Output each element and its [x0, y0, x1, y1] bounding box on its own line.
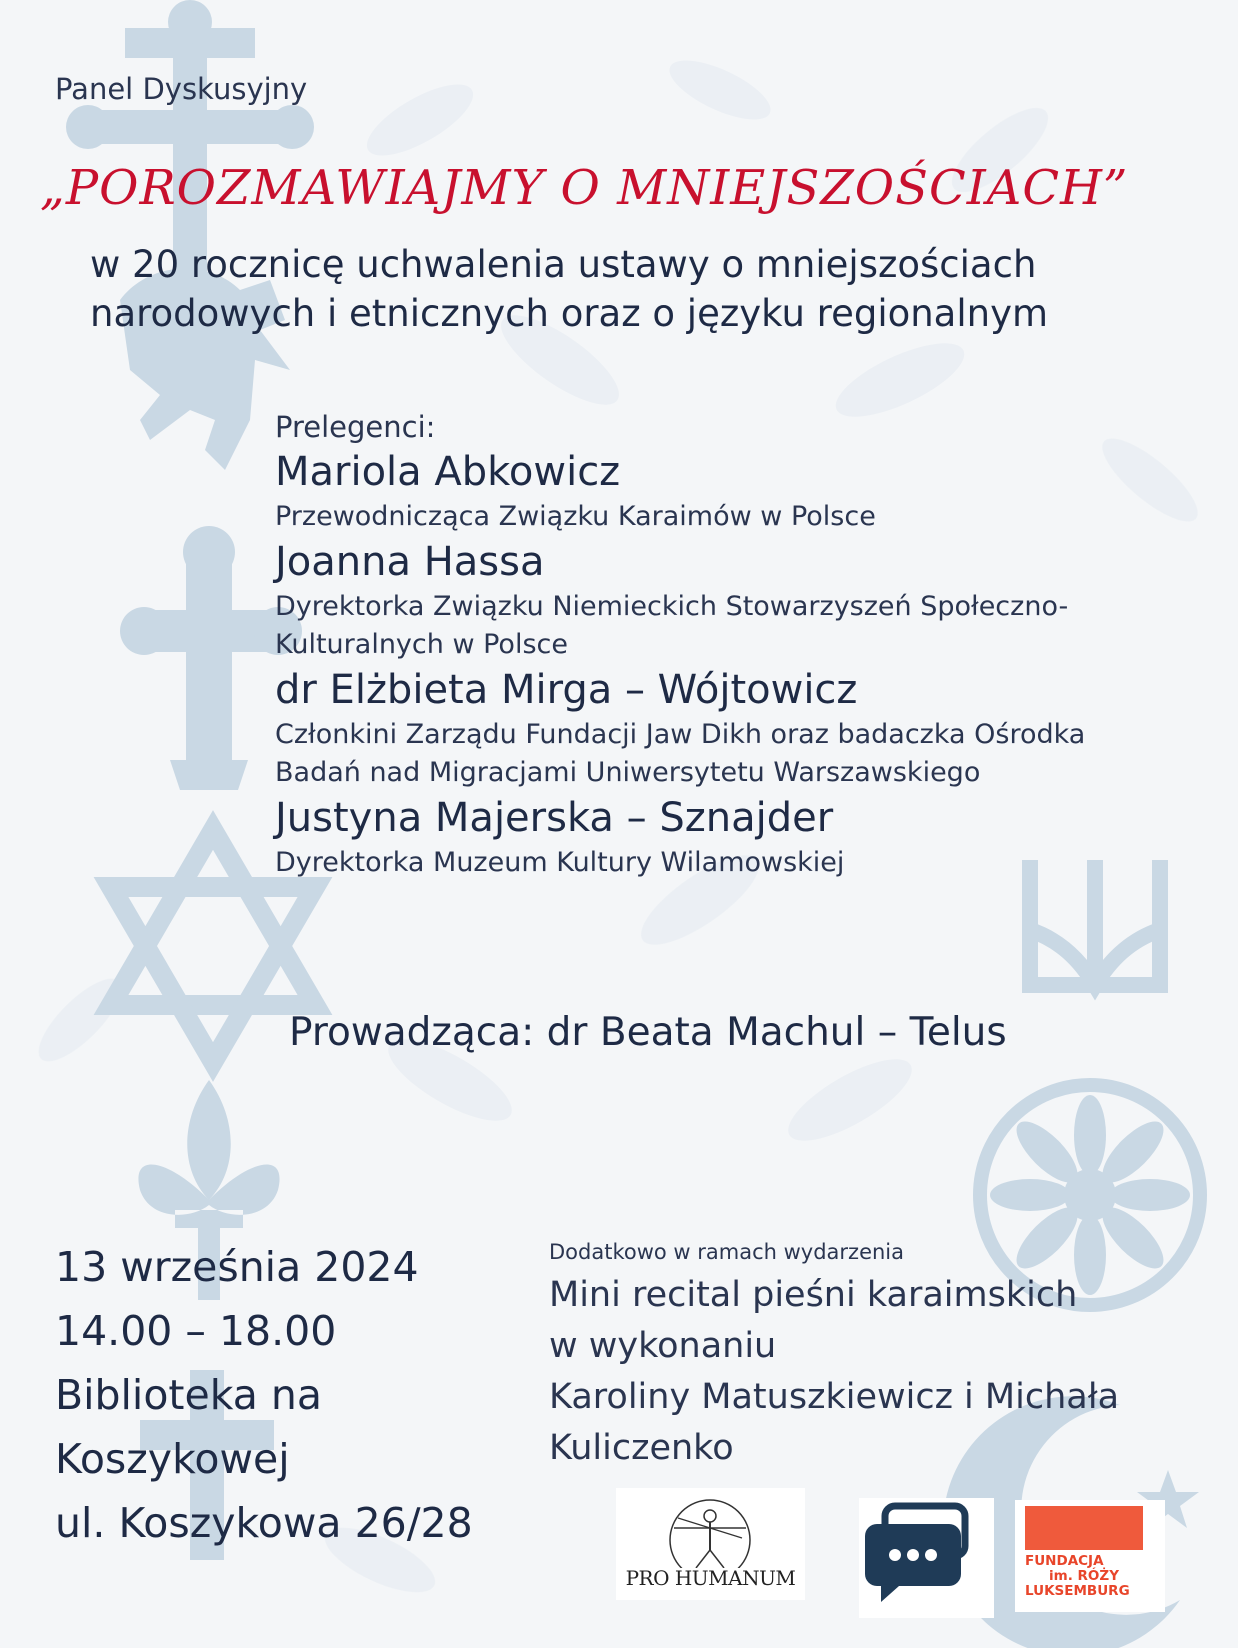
speaker-role: Kulturalnych w Polsce [275, 629, 568, 660]
speaker-entry [275, 536, 1085, 664]
event-time: 14.00 – 18.00 [55, 1307, 337, 1355]
event-date: 13 września 2024 [55, 1243, 419, 1291]
chat-logo [859, 1498, 994, 1618]
rosa-luxemburg-foundation-logo [1015, 1500, 1165, 1612]
pro-humanum-logo [616, 1488, 805, 1600]
rl-logo-text [1025, 1554, 1155, 1599]
speakers-section [275, 410, 1085, 882]
subtitle-line: w 20 rocznicę uchwalenia ustawy o mniejszościach [90, 243, 1037, 286]
additional-program [549, 1240, 1119, 1474]
recital-line: w wykonaniu [549, 1326, 777, 1366]
speaker-entry [275, 446, 1085, 536]
speaker-name: Joanna Hassa [275, 539, 545, 585]
pro-humanum-text: PRO HUMANUM [625, 1566, 796, 1590]
speaker-name: dr Elżbieta Mirga – Wójtowicz [275, 667, 858, 713]
panel-label: Panel Dyskusyjny [55, 72, 308, 106]
speaker-role: Członkini Zarządu Fundacji Jaw Dikh oraz badaczka Ośrodka [275, 719, 1086, 750]
recital-line: Mini recital pieśni karaimskich [549, 1275, 1078, 1315]
vitruvian-man-icon [616, 1488, 805, 1568]
event-details [55, 1235, 473, 1555]
rl-line: FUNDACJA [1025, 1553, 1104, 1569]
speaker-entry [275, 664, 1085, 792]
speaker-role: Badań nad Migracjami Uniwersytetu Warszawskiego [275, 757, 981, 788]
rl-logo-bar [1025, 1506, 1143, 1550]
recital-line: Karoliny Matuszkiewicz i Michała [549, 1377, 1120, 1417]
rl-line: LUKSEMBURG [1025, 1583, 1130, 1599]
speakers-label: Prelegenci: [275, 410, 436, 444]
subtitle-line: narodowych i etnicznych oraz o języku regionalnym [90, 292, 1049, 335]
speaker-role: Dyrektorka Związku Niemieckich Stowarzyszeń Społeczno- [275, 591, 1069, 622]
chat-bubble-icon [859, 1498, 994, 1618]
speaker-entry [275, 792, 1085, 882]
event-subtitle [90, 240, 1048, 338]
speaker-role: Przewodnicząca Związku Karaimów w Polsce [275, 501, 876, 532]
event-address: ul. Koszykowa 26/28 [55, 1499, 473, 1547]
recital-line: Kuliczenko [549, 1428, 734, 1468]
event-venue: Koszykowej [55, 1435, 290, 1483]
speaker-role: Dyrektorka Muzeum Kultury Wilamowskiej [275, 847, 845, 878]
moderator: Prowadząca: dr Beata Machul – Telus [289, 1010, 1007, 1055]
rl-line: im. RÓŻY [1049, 1568, 1119, 1584]
event-title: „POROZMAWIAJMY O MNIEJSZOŚCIACH” [40, 160, 1129, 216]
speaker-name: Mariola Abkowicz [275, 449, 621, 495]
event-venue: Biblioteka na [55, 1371, 323, 1419]
additional-intro: Dodatkowo w ramach wydarzenia [549, 1240, 905, 1264]
speaker-name: Justyna Majerska – Sznajder [275, 795, 834, 841]
